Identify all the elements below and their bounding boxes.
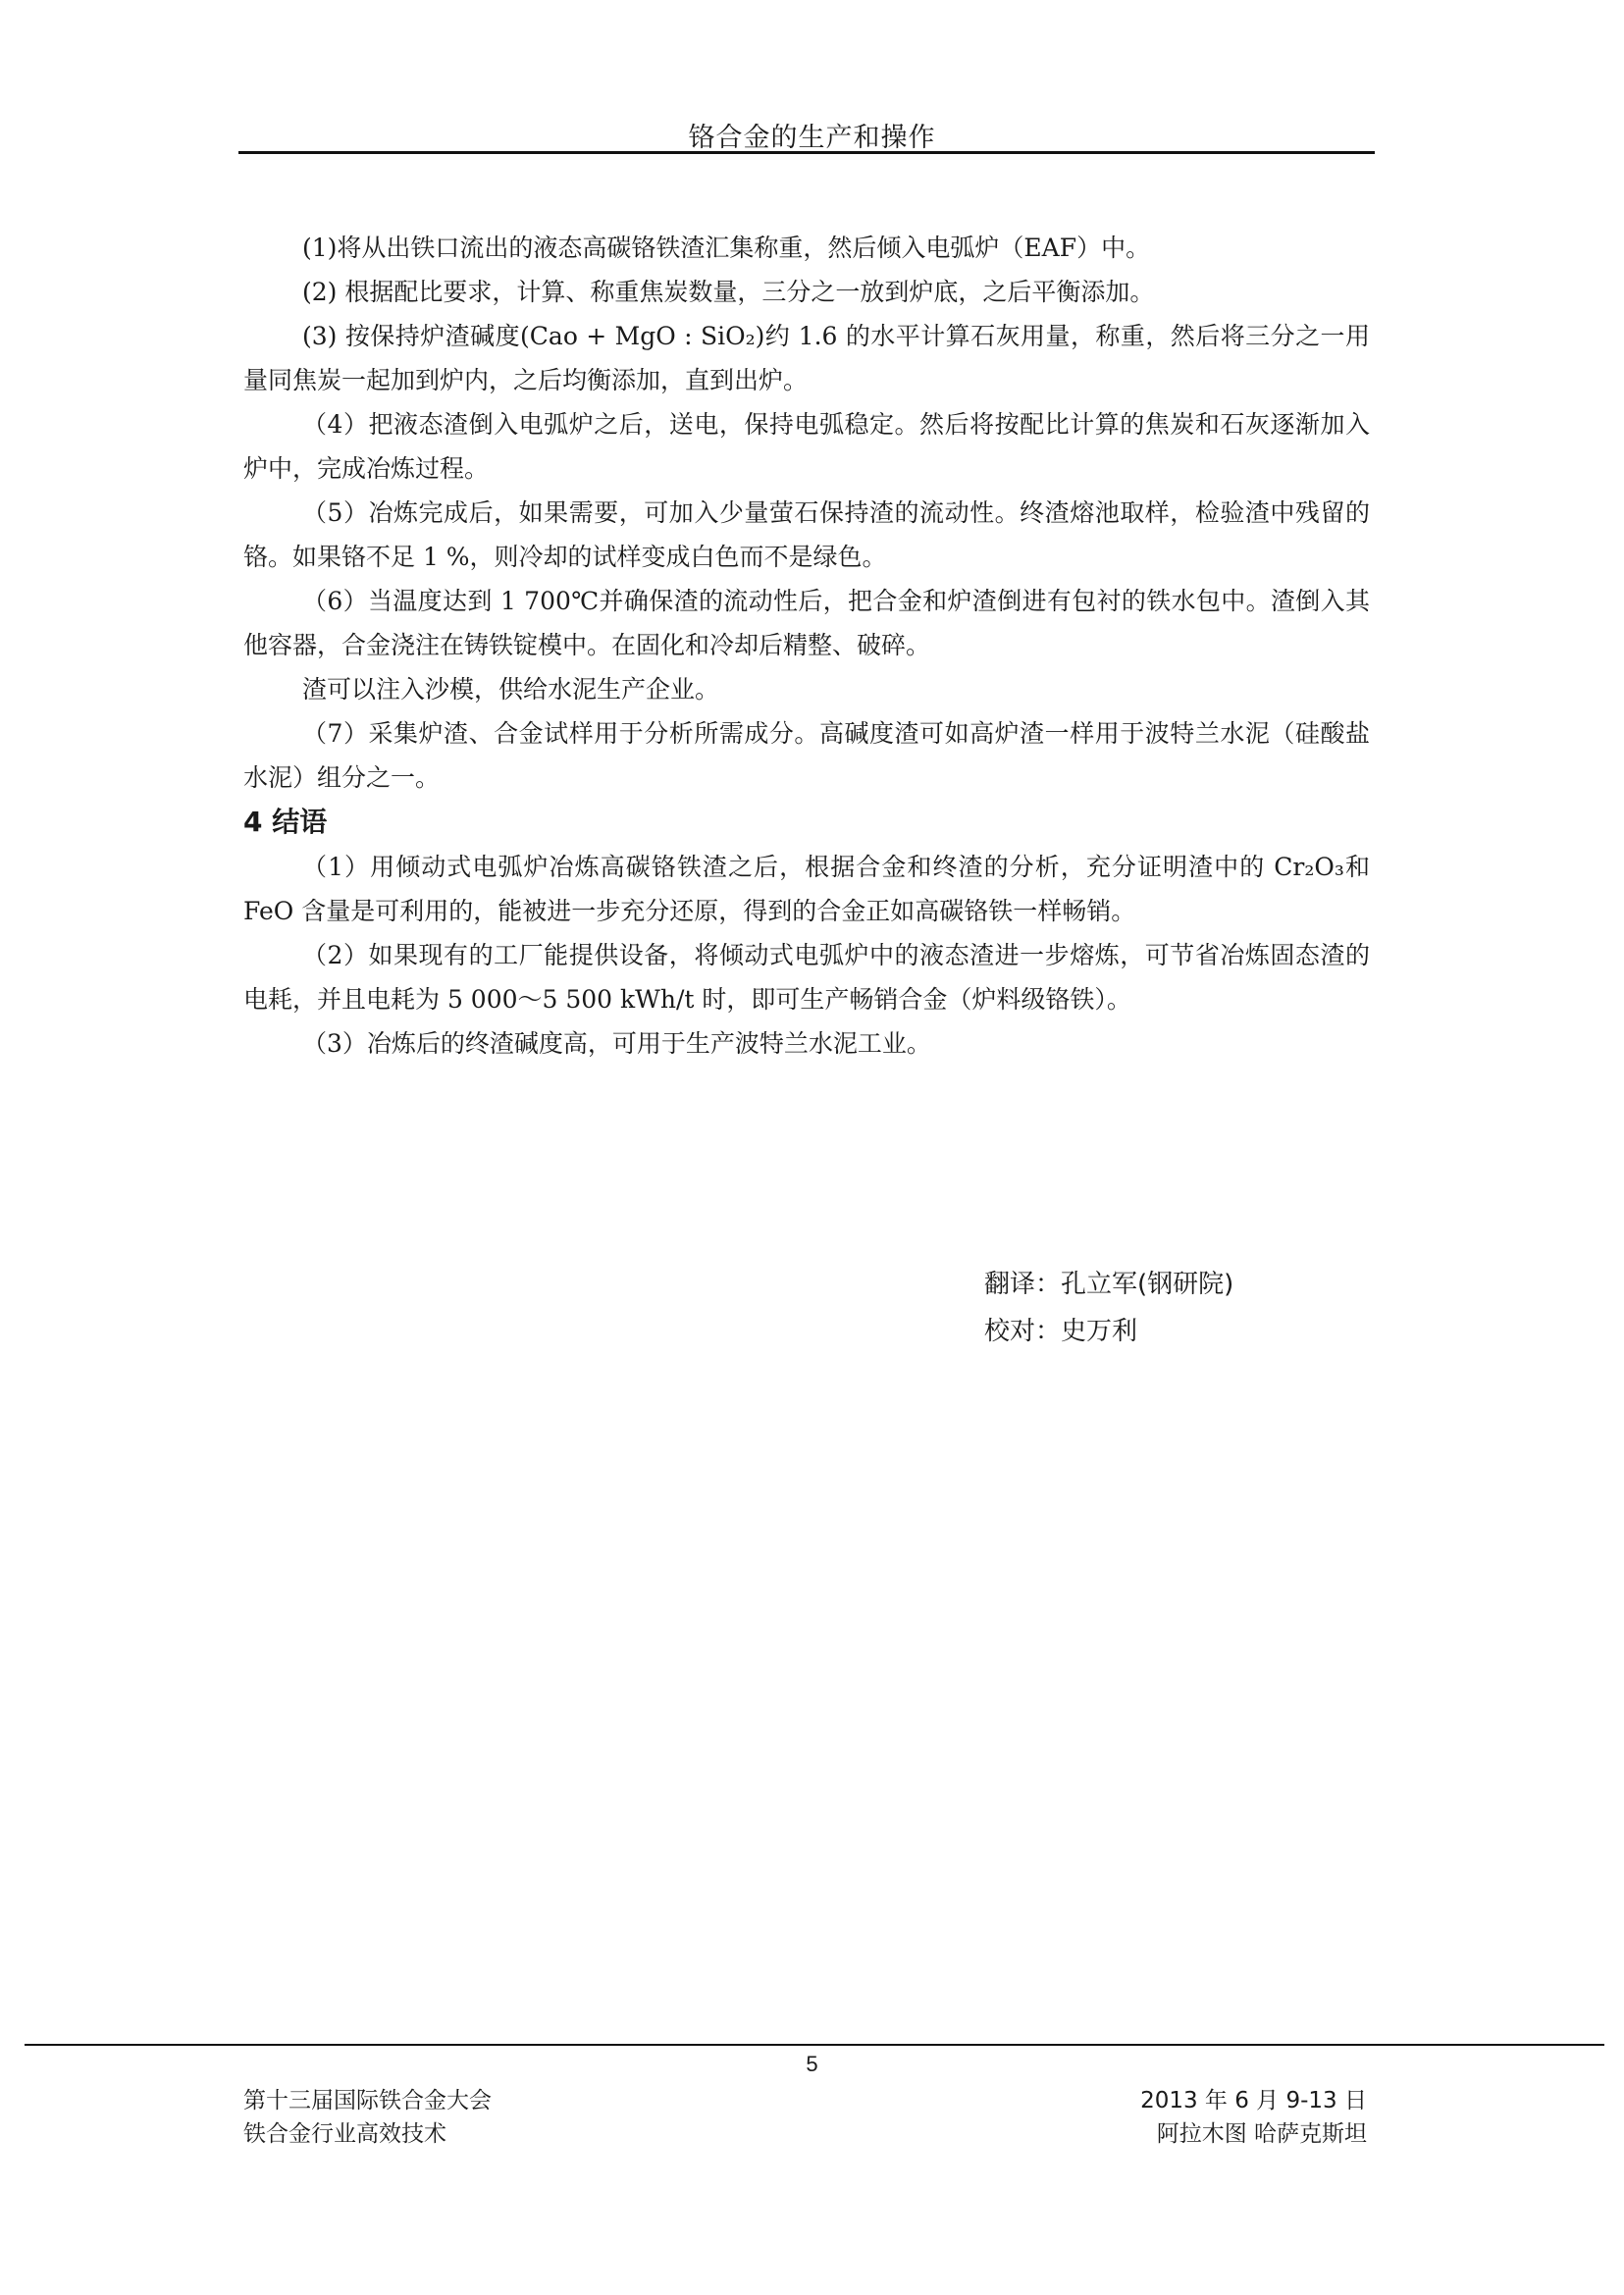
paragraph-step-1: (1)将从出铁口流出的液态高碳铬铁渣汇集称重，然后倾入电弧炉（EAF）中。 [302,234,1151,262]
translator-credit: 翻译：孔立军(钢研院) [984,1270,1234,1299]
paragraph-slag-note: 渣可以注入沙模，供给水泥生产企业。 [302,675,720,704]
paragraph-step-3: (3) 按保持炉渣碱度(Cao + MgO : SiO₂)约 1.6 的水平计算石灰用量，称重，然后将三分之一用量同焦炭一起加到炉内，之后均衡添加，直到出炉。 [243,322,1370,394]
running-header-title: 铬合金的生产和操作 [688,123,936,153]
header-rule [238,151,1375,154]
paragraph-step-4: （4）把液态渣倒入电弧炉之后，送电，保持电弧稳定。然后将按配比计算的焦炭和石灰逐渐加入炉中，完成冶炼过程。 [243,410,1370,483]
paragraph-conclusion-3: （3）冶炼后的终渣碱度高，可用于生产波特兰水泥工业。 [302,1029,931,1058]
credits [984,1261,1233,1355]
paragraph-conclusion-1: （1）用倾动式电弧炉冶炼高碳铬铁渣之后，根据合金和终渣的分析，充分证明渣中的 Cr₂O₃和 FeO 含量是可利用的，能被进一步充分还原，得到的合金正如高碳铬铁一样畅销。 [243,853,1370,925]
paragraph-step-5: （5）冶炼完成后，如果需要，可加入少量萤石保持渣的流动性。终渣熔池取样，检验渣中残留的铬。如果铬不足 1 %，则冷却的试样变成白色而不是绿色。 [243,498,1370,571]
conference-name: 第十三届国际铁合金大会 [243,2088,492,2113]
section-heading-conclusion: 4 结语 [243,806,328,838]
footer-right [1140,2084,1367,2151]
paragraph-step-7: （7）采集炉渣、合金试样用于分析所需成分。高碱度渣可如高炉渣一样用于波特兰水泥（硅酸盐水泥）组分之一。 [243,719,1370,792]
paragraph-conclusion-2: （2）如果现有的工厂能提供设备，将倾动式电弧炉中的液态渣进一步熔炼，可节省冶炼固态渣的电耗，并且电耗为 5 000～5 500 kWh/t 时，即可生产畅销合金（炉料级铬铁）。 [243,941,1370,1014]
footer-rule [25,2044,1604,2046]
proofreader-credit: 校对：史万利 [984,1317,1138,1346]
footer-left [243,2084,492,2151]
paragraph-step-2: (2) 根据配比要求，计算、称重焦炭数量，三分之一放到炉底，之后平衡添加。 [302,278,1155,306]
conference-location: 阿拉木图 哈萨克斯坦 [1156,2121,1367,2147]
conference-theme: 铁合金行业高效技术 [243,2121,446,2147]
paragraph-step-6: （6）当温度达到 1 700℃并确保渣的流动性后，把合金和炉渣倒进有包衬的铁水包中。渣倒入其他容器，合金浇注在铸铁锭模中。在固化和冷却后精整、破碎。 [243,587,1370,659]
page-number: 5 [806,2052,818,2076]
conference-date: 2013 年 6 月 9-13 日 [1140,2088,1367,2113]
body-text [243,226,1370,1066]
